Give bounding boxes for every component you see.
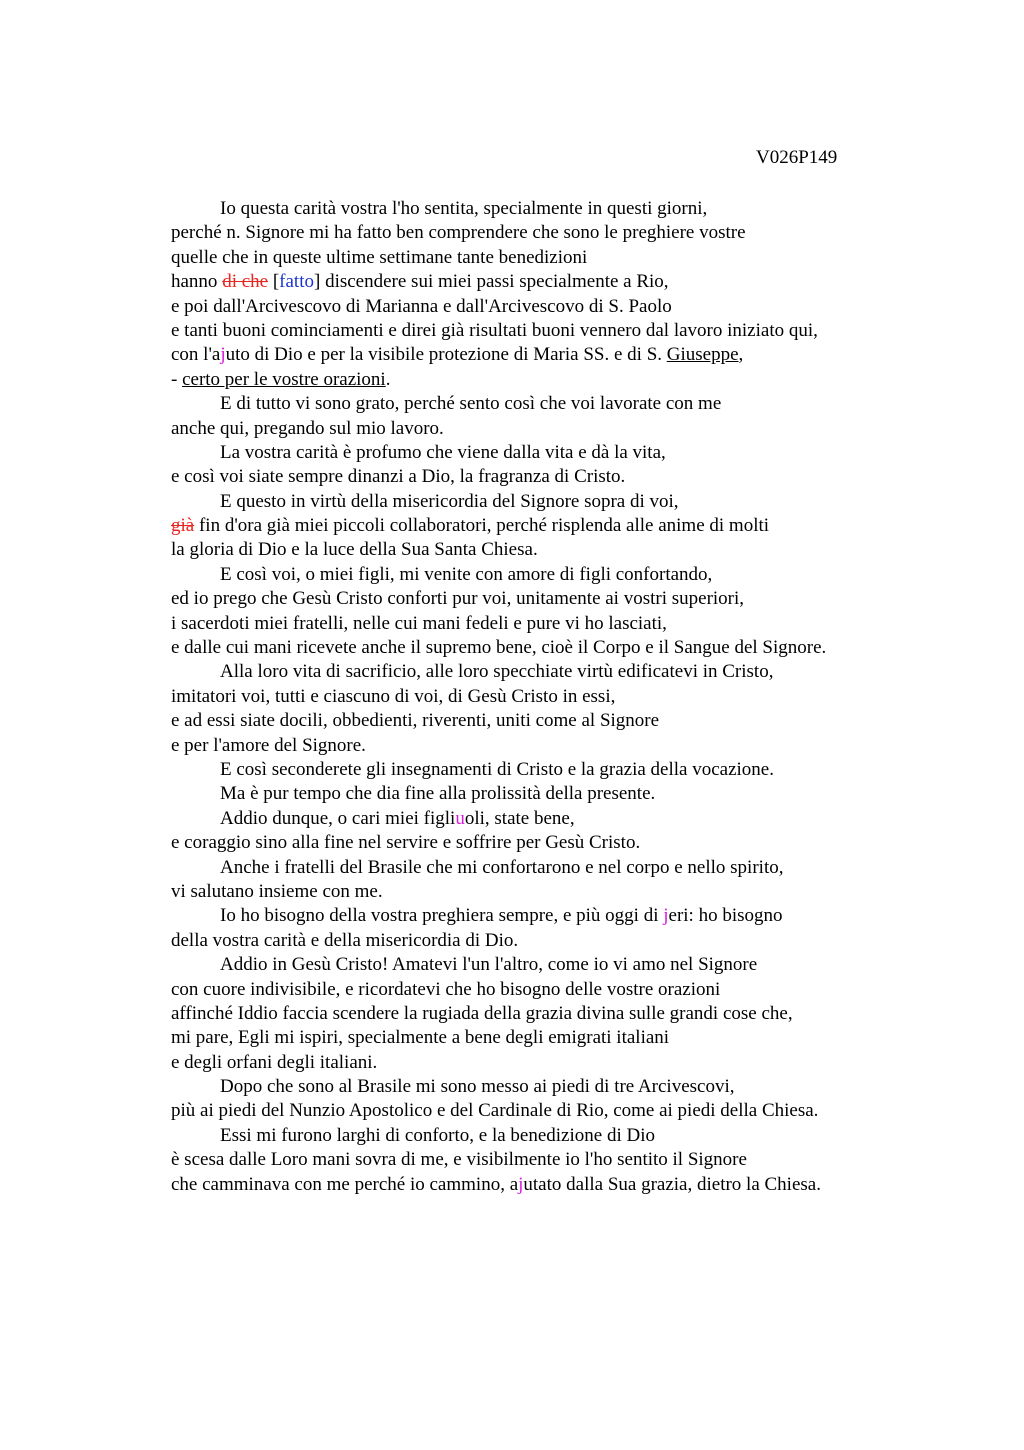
- text-line: [171, 734, 911, 758]
- text-line: [171, 246, 911, 270]
- text-line: [171, 953, 911, 977]
- line-text: Essi mi furono larghi di conforto, e la benedizione di Dio: [220, 1124, 655, 1146]
- text-line: [171, 709, 911, 733]
- line-text: i sacerdoti miei fratelli, nelle cui mani fedeli e pure vi ho lasciati,: [171, 612, 667, 634]
- text-line: [171, 343, 911, 367]
- line-text: Io questa carità vostra l'ho sentita, specialmente in questi giorni,: [220, 198, 708, 219]
- line-text: ,: [738, 344, 744, 366]
- text-line: [171, 514, 911, 538]
- line-text: Ma è pur tempo che dia fine alla prolissità della presente.: [220, 783, 656, 805]
- corrected-letter: j: [220, 344, 226, 366]
- line-text: Dopo che sono al Brasile mi sono messo ai piedi di tre Arcivescovi,: [220, 1076, 735, 1098]
- text-line: [171, 221, 911, 245]
- line-text: con cuore indivisibile, e ricordatevi che ho bisogno delle vostre orazioni: [171, 978, 721, 1000]
- line-text: più ai piedi del Nunzio Apostolico e del Cardinale di Rio, come ai piedi della Chiesa.: [171, 1100, 819, 1122]
- text-line: [171, 612, 911, 636]
- line-text: vi salutano insieme con me.: [171, 880, 383, 902]
- line-text: La vostra carità è profumo che viene dalla vita e dà la vita,: [220, 441, 666, 463]
- line-text: Addio in Gesù Cristo! Amatevi l'un l'altro, come io vi amo nel Signore: [220, 954, 758, 976]
- text-line: [171, 978, 911, 1002]
- line-text: imitatori voi, tutti e ciascuno di voi, di Gesù Cristo in essi,: [171, 685, 616, 707]
- text-line: [171, 197, 911, 221]
- line-text: e coraggio sino alla fine nel servire e soffrire per Gesù Cristo.: [171, 832, 641, 854]
- line-text: perché n. Signore mi ha fatto ben comprendere che sono le preghiere vostre: [171, 222, 746, 244]
- line-text: e tanti buoni cominciamenti e direi già risultati buoni vennero dal lavoro iniziato qui,: [171, 319, 818, 341]
- line-text: E così seconderete gli insegnamenti di Cristo e la grazia della vocazione.: [220, 758, 774, 780]
- line-text: oli, state bene,: [464, 807, 575, 829]
- line-text: Anche i fratelli del Brasile che mi confortarono e nel corpo e nello spirito,: [220, 856, 784, 878]
- line-text: -: [171, 368, 183, 390]
- line-text: uto di Dio e per la visibile protezione di Maria SS. e di S.: [225, 344, 667, 366]
- text-line: [171, 1051, 911, 1075]
- text-line: [171, 880, 911, 904]
- deleted-text: di che: [222, 271, 269, 293]
- text-line: [171, 1148, 911, 1172]
- text-line: [171, 1002, 911, 1026]
- text-line: [171, 782, 911, 806]
- corrected-letter: j: [518, 1173, 524, 1195]
- text-line: [171, 660, 911, 684]
- corrected-letter: j: [663, 905, 669, 927]
- line-text: e degli orfani degli italiani.: [171, 1051, 378, 1073]
- line-text: e ad essi siate docili, obbedienti, riverenti, uniti come al Signore: [171, 710, 660, 732]
- text-line: [171, 392, 911, 416]
- text-line: [171, 856, 911, 880]
- inserted-text: fatto: [279, 271, 314, 293]
- underlined-text: Giuseppe: [666, 344, 739, 366]
- line-text: mi pare, Egli mi ispiri, specialmente a bene degli emigrati italiani: [171, 1027, 670, 1049]
- line-text: quelle che in queste ultime settimane tante benedizioni: [171, 246, 588, 268]
- page-identifier: V026P149: [756, 147, 838, 168]
- text-line: [171, 270, 911, 294]
- text-line: [171, 465, 911, 489]
- line-text: ] discendere sui miei passi specialmente a Rio,: [314, 271, 669, 293]
- text-line: [171, 807, 911, 831]
- text-line: [171, 1124, 911, 1148]
- line-text: è scesa dalle Loro mani sovra di me, e visibilmente io l'ho sentito il Signore: [171, 1149, 747, 1171]
- line-text: che camminava con me perché io cammino, a: [171, 1173, 519, 1195]
- text-line: [171, 1026, 911, 1050]
- text-line: [171, 587, 911, 611]
- line-text: Addio dunque, o cari miei figli: [220, 807, 456, 829]
- corrected-letter: u: [455, 807, 465, 829]
- line-text: .: [385, 368, 391, 390]
- text-line: [171, 1099, 911, 1123]
- text-line: [171, 685, 911, 709]
- line-text: della vostra carità e della misericordia di Dio.: [171, 929, 519, 951]
- line-text: la gloria di Dio e la luce della Sua Santa Chiesa.: [171, 539, 538, 561]
- text-line: [171, 1075, 911, 1099]
- letter-body: [171, 197, 911, 1197]
- line-text: fin d'ora già miei piccoli collaboratori, perché risplenda alle anime di molti: [194, 515, 770, 537]
- line-text: ed io prego che Gesù Cristo conforti pur voi, unitamente ai vostri superiori,: [171, 588, 745, 610]
- line-text: utato dalla Sua grazia, dietro la Chiesa.: [523, 1173, 821, 1195]
- text-line: [171, 319, 911, 343]
- text-line: [171, 904, 911, 928]
- text-line: [171, 636, 911, 660]
- text-line: [171, 831, 911, 855]
- line-text: con l'a: [171, 344, 221, 366]
- line-text: e dalle cui mani ricevete anche il supremo bene, cioè il Corpo e il Sangue del Signore.: [171, 637, 827, 659]
- text-line: [171, 368, 911, 392]
- line-text: E di tutto vi sono grato, perché sento così che voi lavorate con me: [220, 393, 722, 415]
- text-line: [171, 538, 911, 562]
- line-text: hanno: [171, 271, 223, 293]
- text-line: [171, 490, 911, 514]
- text-line: [171, 929, 911, 953]
- line-text: eri: ho bisogno: [668, 905, 783, 927]
- line-text: E così voi, o miei figli, mi venite con amore di figli confortando,: [220, 563, 713, 585]
- text-line: [171, 295, 911, 319]
- deleted-text: già: [171, 515, 195, 537]
- text-line: [171, 563, 911, 587]
- line-text: e così voi siate sempre dinanzi a Dio, la fragranza di Cristo.: [171, 466, 626, 488]
- line-text: e poi dall'Arcivescovo di Marianna e dall'Arcivescovo di S. Paolo: [171, 295, 672, 317]
- line-text: [: [268, 271, 280, 293]
- text-line: [171, 441, 911, 465]
- line-text: Alla loro vita di sacrificio, alle loro specchiate virtù edificatevi in Cristo,: [220, 661, 774, 683]
- text-line: [171, 417, 911, 441]
- line-text: Io ho bisogno della vostra preghiera sempre, e più oggi di: [220, 905, 664, 927]
- text-line: [171, 1173, 911, 1197]
- underlined-text: certo per le vostre orazioni: [182, 368, 386, 390]
- line-text: anche qui, pregando sul mio lavoro.: [171, 417, 444, 439]
- line-text: e per l'amore del Signore.: [171, 734, 366, 756]
- text-line: [171, 758, 911, 782]
- line-text: E questo in virtù della misericordia del Signore sopra di voi,: [220, 490, 679, 512]
- line-text: affinché Iddio faccia scendere la rugiada della grazia divina sulle grandi cose che,: [171, 1002, 793, 1024]
